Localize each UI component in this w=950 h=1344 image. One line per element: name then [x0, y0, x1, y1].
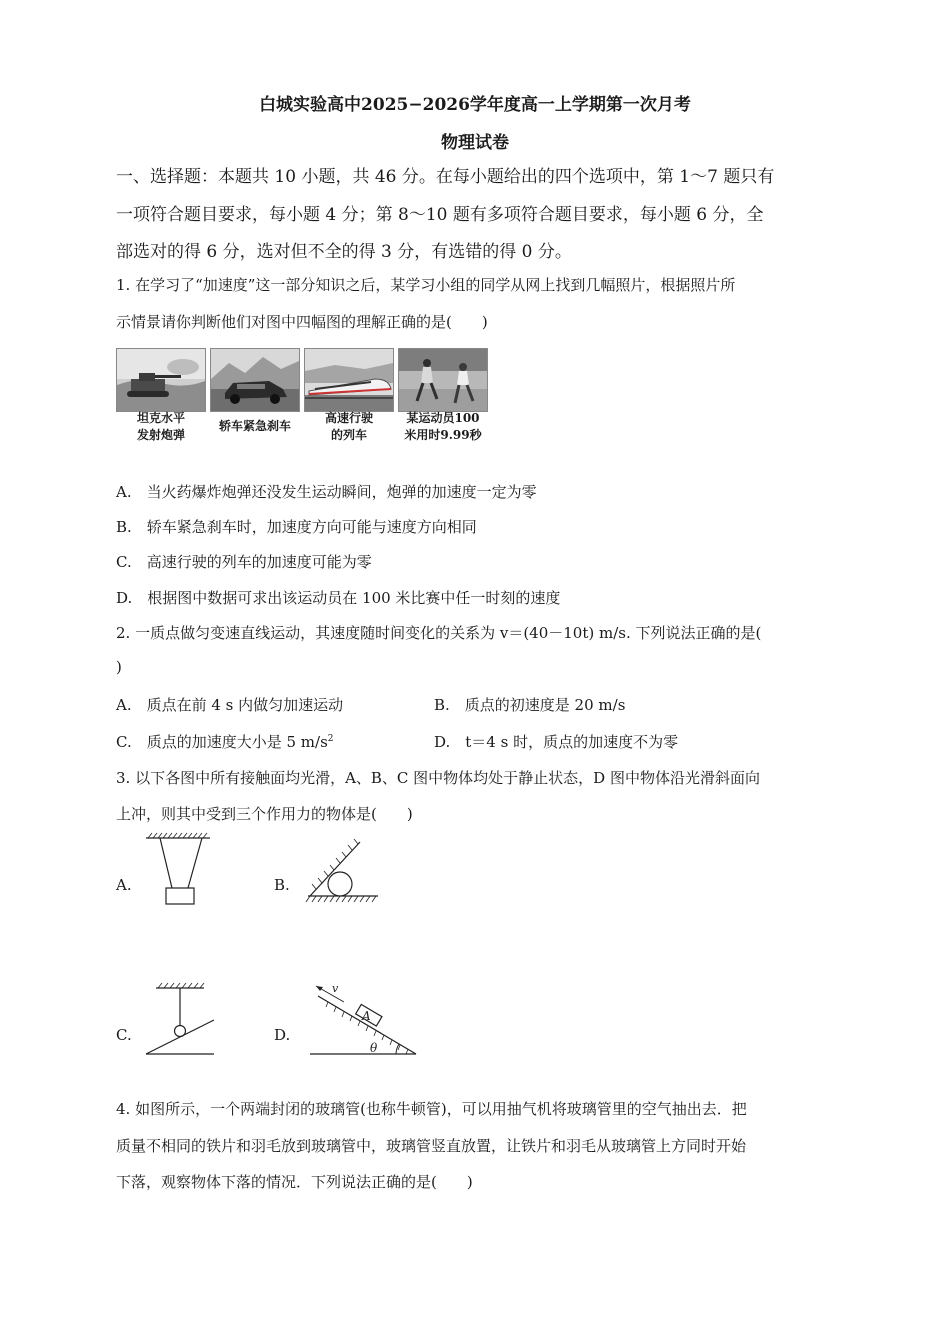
q2-option-d: D. t＝4 s 时，质点的加速度不为零: [434, 733, 679, 751]
photo-tank: [116, 348, 206, 412]
section-instruction-line3: 部选对的得 6 分，选对但不全的得 3 分，有选错的得 0 分。: [116, 242, 572, 262]
q3-diagram-d-velocity-label: v: [332, 982, 339, 995]
q1-stem-line2: 示情景请你判断他们对图中四幅图的理解正确的是( ): [116, 313, 488, 331]
q2-stem-line1: 2. 一质点做匀变速直线运动，其速度随时间变化的关系为 v＝(40－10t) m/s. 下列说法正确的是(: [116, 624, 762, 642]
section-instruction-line2: 一项符合题目要求，每小题 4 分；第 8～10 题有多项符合题目要求，每小题 6 分，全: [116, 205, 764, 225]
q3-stem-line1: 3. 以下各图中所有接触面均光滑，A、B、C 图中物体均处于静止状态，D 图中物体沿光滑斜面向: [116, 769, 760, 787]
section-instruction-line1: 一、选择题：本题共 10 小题，共 46 分。在每小题给出的四个选项中，第 1～7 题只有: [116, 167, 775, 187]
q1-option-b: B. 轿车紧急刹车时，加速度方向可能与速度方向相同: [116, 518, 477, 536]
photo-caption-tank: 坦克水平 发射炮弹: [136, 411, 185, 442]
q3-label-b: B.: [274, 876, 290, 894]
q1-option-c: C. 高速行驶的列车的加速度可能为零: [116, 553, 372, 571]
q3-diagram-d-angle-label: θ: [370, 1041, 378, 1055]
q2-stem-line2: ): [116, 658, 122, 676]
q2-option-a: A. 质点在前 4 s 内做匀加速运动: [116, 696, 344, 714]
q2-option-c-text: C. 质点的加速度大小是 5 m/s: [116, 733, 328, 751]
q3-stem-line2: 上冲，则其中受到三个作用力的物体是( ): [116, 805, 413, 823]
q3-diagram-d: [304, 982, 422, 1058]
q3-diagram-a: [140, 832, 220, 908]
photo-car: [210, 348, 300, 412]
photo-runner: [398, 348, 488, 412]
q3-diagram-d-block-label: A: [362, 1009, 371, 1023]
photo-caption-train: 高速行驶 的列车: [324, 411, 373, 442]
exam-title: 白城实验高中2025−2026学年度高一上学期第一次月考: [259, 95, 691, 115]
photo-caption-runner: 某运动员100 米用时9.99秒: [404, 411, 482, 442]
q2-option-b: B. 质点的初速度是 20 m/s: [434, 696, 626, 714]
exam-subtitle: 物理试卷: [441, 133, 509, 153]
q3-label-d: D.: [274, 1026, 291, 1044]
q2-option-c-exponent: 2: [327, 734, 334, 744]
q3-label-c: C.: [116, 1026, 132, 1044]
q1-stem-line1: 1. 在学习了“加速度”这一部分知识之后，某学习小组的同学从网上找到几幅照片，根据照片所: [116, 276, 736, 294]
q4-stem-line2: 质量不相同的铁片和羽毛放到玻璃管中，玻璃管竖直放置，让铁片和羽毛从玻璃管上方同时开始: [116, 1137, 747, 1155]
q1-option-a: A. 当火药爆炸炮弹还没发生运动瞬间，炮弹的加速度一定为零: [116, 483, 537, 501]
photo-caption-car: 轿车紧急刹车: [218, 419, 291, 433]
q3-diagram-c: [144, 982, 216, 1058]
q3-diagram-b: [304, 834, 384, 906]
photo-train: [304, 348, 394, 412]
q1-option-d: D. 根据图中数据可求出该运动员在 100 米比赛中任一时刻的速度: [116, 589, 561, 607]
q4-stem-line1: 4. 如图所示，一个两端封闭的玻璃管(也称牛顿管)，可以用抽气机将玻璃管里的空气抽出去．把: [116, 1100, 747, 1118]
q3-label-a: A.: [116, 876, 132, 894]
q2-option-c: [116, 731, 334, 752]
q4-stem-line3: 下落，观察物体下落的情况．下列说法正确的是( ): [116, 1173, 473, 1191]
